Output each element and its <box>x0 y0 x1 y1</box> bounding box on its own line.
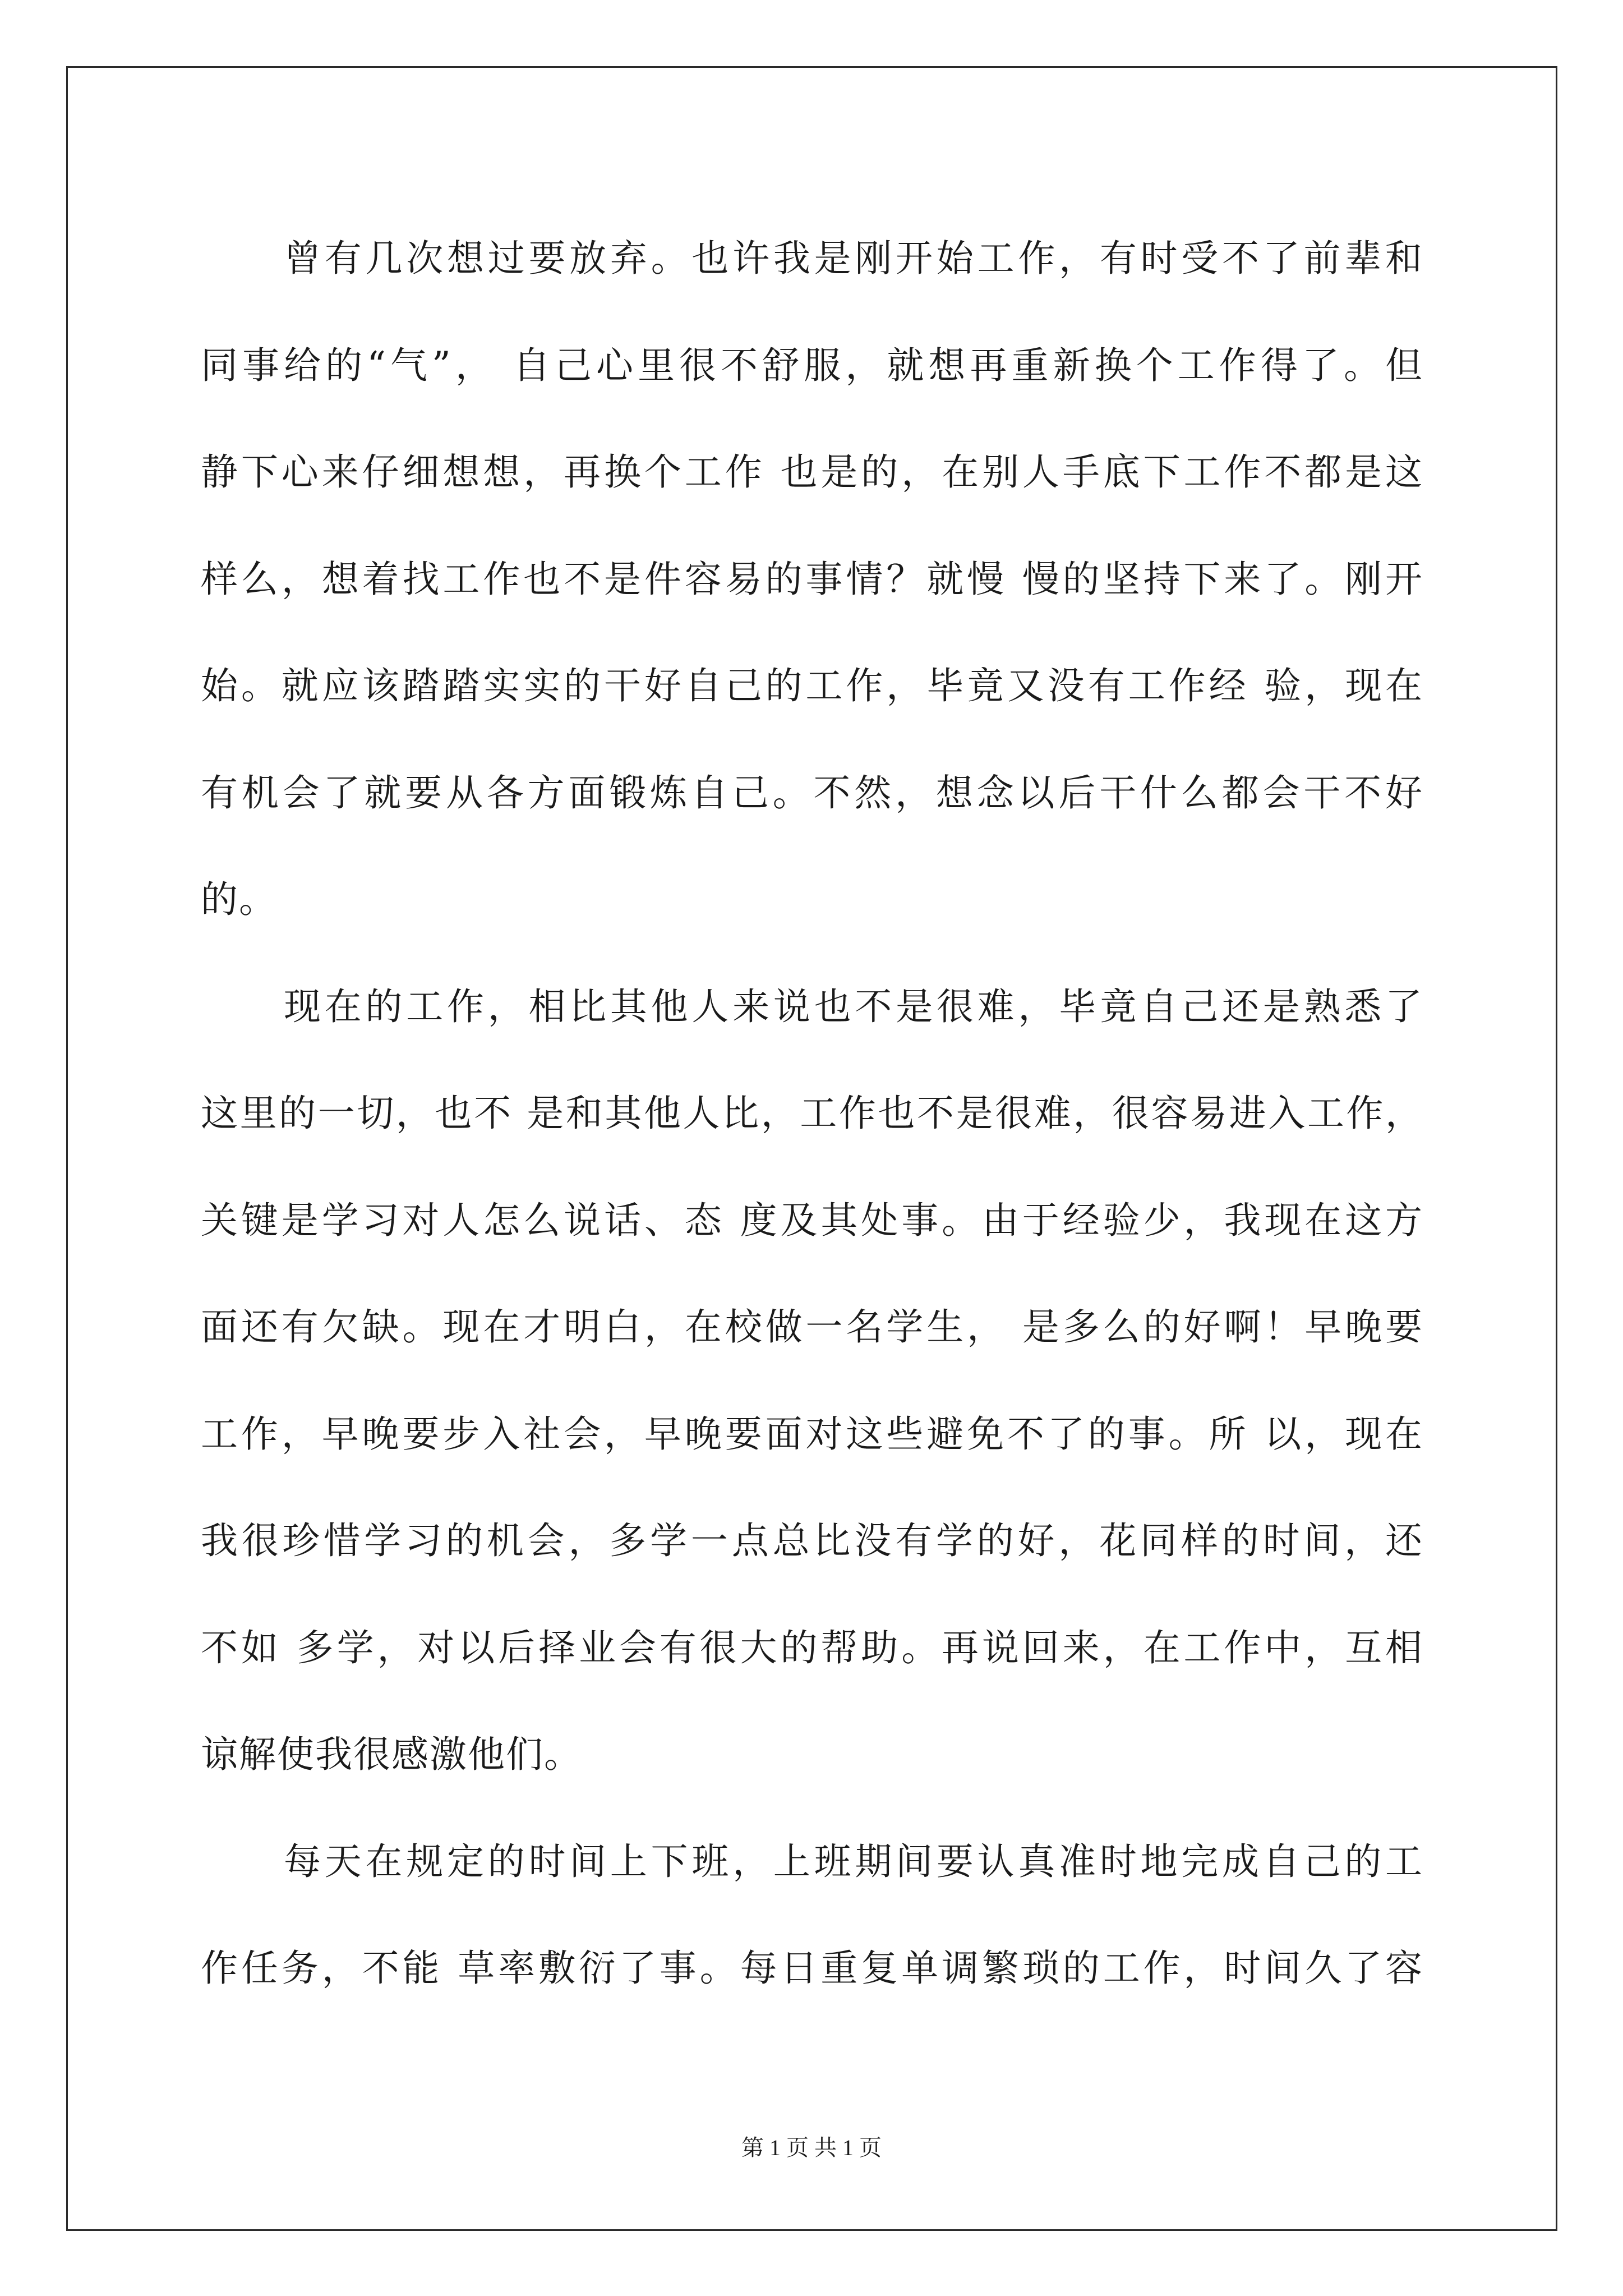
paragraph-1-line-7: 的。 <box>201 878 277 921</box>
paragraph-1-line-2: 同事给的“气”， 自己心里很不舒服，就想再重新换个工作得了。但 <box>201 343 1423 387</box>
paragraph-2-line-1: 现在的工作，相比其他人来说也不是很难，毕竟自己还是熟悉了 <box>284 984 1423 1028</box>
paragraph-2-line-2: 这里的一切，也不 是和其他人比，工作也不是很难，很容易进入工作， <box>201 1092 1423 1135</box>
paragraph-2-line-8: 谅解使我很感激他们。 <box>201 1733 582 1776</box>
paragraph-2-line-4: 面还有欠缺。现在才明白，在校做一名学生， 是多么的好啊！早晚要 <box>201 1305 1423 1349</box>
paragraph-1-line-6: 有机会了就要从各方面锻炼自己。不然，想念以后干什么都会干不好 <box>201 771 1423 815</box>
paragraph-3-line-2: 作任务，不能 草率敷衍了事。每日重复单调繁琐的工作，时间久了容 <box>201 1947 1423 1990</box>
paragraph-2-line-6: 我很珍惜学习的机会，多学一点总比没有学的好，花同样的时间，还 <box>201 1519 1423 1562</box>
paragraph-1-line-4: 样么，想着找工作也不是件容易的事情？就慢 慢的坚持下来了。刚开 <box>201 557 1423 601</box>
paragraph-1-line-1: 曾有几次想过要放弃。也许我是刚开始工作，有时受不了前辈和 <box>284 237 1423 280</box>
document-body <box>201 205 1423 2022</box>
paragraph-2-line-7: 不如 多学，对以后择业会有很大的帮助。再说回来，在工作中，互相 <box>201 1626 1423 1669</box>
paragraph-1-line-3: 静下心来仔细想想，再换个工作 也是的，在别人手底下工作不都是这 <box>201 450 1423 494</box>
paragraph-2-line-5: 工作，早晚要步入社会，早晚要面对这些避免不了的事。所 以，现在 <box>201 1412 1423 1456</box>
paragraph-2-line-3: 关键是学习对人怎么说话、态 度及其处事。由于经验少，我现在这方 <box>201 1198 1423 1242</box>
page-number-footer: 第 1 页 共 1 页 <box>741 2135 882 2160</box>
paragraph-3-line-1: 每天在规定的时间上下班，上班期间要认真准时地完成自己的工 <box>284 1839 1423 1883</box>
paragraph-1-line-5: 始。就应该踏踏实实的干好自己的工作，毕竟又没有工作经 验，现在 <box>201 664 1423 707</box>
